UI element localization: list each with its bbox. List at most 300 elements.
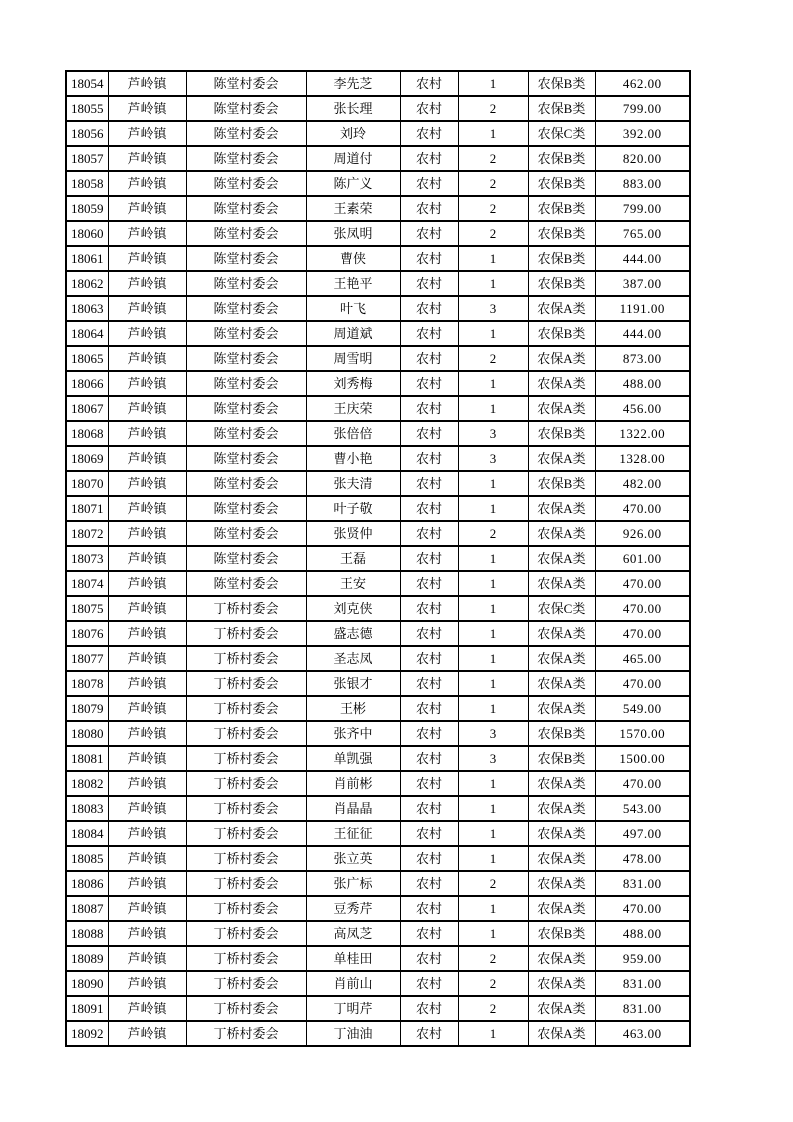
cell-person-count: 1: [458, 371, 528, 396]
cell-village-committee: 丁桥村委会: [186, 621, 306, 646]
cell-serial-number: 18090: [66, 971, 108, 996]
cell-village-committee: 陈堂村委会: [186, 296, 306, 321]
cell-amount: 470.00: [595, 896, 690, 921]
cell-household-type: 农村: [400, 271, 458, 296]
cell-amount: 497.00: [595, 821, 690, 846]
cell-amount: 478.00: [595, 846, 690, 871]
cell-person-name: 曹小艳: [306, 446, 400, 471]
table-row: [66, 346, 690, 371]
cell-amount: 959.00: [595, 946, 690, 971]
cell-person-name: 张立英: [306, 846, 400, 871]
cell-serial-number: 18084: [66, 821, 108, 846]
cell-town: 芦岭镇: [108, 146, 186, 171]
cell-person-name: 王素荣: [306, 196, 400, 221]
cell-household-type: 农村: [400, 246, 458, 271]
table-row: [66, 771, 690, 796]
cell-village-committee: 陈堂村委会: [186, 321, 306, 346]
cell-amount: 470.00: [595, 771, 690, 796]
cell-serial-number: 18073: [66, 546, 108, 571]
table-row: [66, 446, 690, 471]
cell-amount: 831.00: [595, 996, 690, 1021]
cell-serial-number: 18080: [66, 721, 108, 746]
cell-insurance-category: 农保B类: [528, 146, 595, 171]
cell-amount: 470.00: [595, 621, 690, 646]
cell-insurance-category: 农保A类: [528, 346, 595, 371]
cell-insurance-category: 农保A类: [528, 871, 595, 896]
cell-town: 芦岭镇: [108, 671, 186, 696]
cell-serial-number: 18076: [66, 621, 108, 646]
cell-serial-number: 18086: [66, 871, 108, 896]
cell-amount: 470.00: [595, 496, 690, 521]
cell-person-count: 1: [458, 696, 528, 721]
cell-amount: 470.00: [595, 671, 690, 696]
cell-insurance-category: 农保A类: [528, 296, 595, 321]
cell-person-count: 1: [458, 546, 528, 571]
cell-insurance-category: 农保A类: [528, 996, 595, 1021]
cell-village-committee: 陈堂村委会: [186, 171, 306, 196]
cell-amount: 470.00: [595, 596, 690, 621]
cell-town: 芦岭镇: [108, 571, 186, 596]
cell-household-type: 农村: [400, 871, 458, 896]
cell-insurance-category: 农保A类: [528, 521, 595, 546]
cell-town: 芦岭镇: [108, 221, 186, 246]
cell-amount: 1191.00: [595, 296, 690, 321]
table-row: [66, 296, 690, 321]
cell-person-count: 3: [458, 296, 528, 321]
cell-town: 芦岭镇: [108, 1021, 186, 1046]
cell-household-type: 农村: [400, 921, 458, 946]
cell-person-count: 1: [458, 921, 528, 946]
cell-amount: 488.00: [595, 921, 690, 946]
cell-village-committee: 丁桥村委会: [186, 1021, 306, 1046]
cell-insurance-category: 农保A类: [528, 1021, 595, 1046]
cell-serial-number: 18069: [66, 446, 108, 471]
table-row: [66, 896, 690, 921]
cell-village-committee: 丁桥村委会: [186, 596, 306, 621]
cell-person-count: 3: [458, 446, 528, 471]
cell-village-committee: 陈堂村委会: [186, 496, 306, 521]
cell-serial-number: 18075: [66, 596, 108, 621]
cell-person-count: 2: [458, 221, 528, 246]
cell-person-count: 2: [458, 871, 528, 896]
cell-insurance-category: 农保B类: [528, 171, 595, 196]
cell-village-committee: 陈堂村委会: [186, 246, 306, 271]
cell-person-name: 单桂田: [306, 946, 400, 971]
cell-town: 芦岭镇: [108, 396, 186, 421]
cell-town: 芦岭镇: [108, 521, 186, 546]
cell-insurance-category: 农保B类: [528, 221, 595, 246]
cell-town: 芦岭镇: [108, 371, 186, 396]
cell-person-name: 张齐中: [306, 721, 400, 746]
cell-town: 芦岭镇: [108, 196, 186, 221]
table-body: [66, 71, 690, 1046]
cell-person-name: 张贤仲: [306, 521, 400, 546]
cell-serial-number: 18079: [66, 696, 108, 721]
cell-village-committee: 陈堂村委会: [186, 121, 306, 146]
cell-amount: 926.00: [595, 521, 690, 546]
cell-person-name: 张广标: [306, 871, 400, 896]
cell-town: 芦岭镇: [108, 446, 186, 471]
cell-town: 芦岭镇: [108, 946, 186, 971]
cell-person-name: 肖晶晶: [306, 796, 400, 821]
cell-amount: 1570.00: [595, 721, 690, 746]
cell-village-committee: 丁桥村委会: [186, 871, 306, 896]
cell-household-type: 农村: [400, 721, 458, 746]
cell-village-committee: 丁桥村委会: [186, 846, 306, 871]
cell-insurance-category: 农保B类: [528, 746, 595, 771]
table-row: [66, 71, 690, 96]
cell-serial-number: 18089: [66, 946, 108, 971]
table-row: [66, 221, 690, 246]
cell-person-count: 1: [458, 596, 528, 621]
cell-person-name: 肖前彬: [306, 771, 400, 796]
cell-village-committee: 陈堂村委会: [186, 146, 306, 171]
cell-person-name: 盛志德: [306, 621, 400, 646]
table-row: [66, 546, 690, 571]
cell-household-type: 农村: [400, 396, 458, 421]
cell-person-name: 周道斌: [306, 321, 400, 346]
cell-amount: 601.00: [595, 546, 690, 571]
table-row: [66, 246, 690, 271]
cell-person-count: 1: [458, 796, 528, 821]
cell-amount: 444.00: [595, 321, 690, 346]
cell-insurance-category: 农保A类: [528, 546, 595, 571]
cell-household-type: 农村: [400, 121, 458, 146]
cell-household-type: 农村: [400, 796, 458, 821]
cell-village-committee: 陈堂村委会: [186, 571, 306, 596]
cell-town: 芦岭镇: [108, 921, 186, 946]
cell-insurance-category: 农保A类: [528, 896, 595, 921]
cell-household-type: 农村: [400, 196, 458, 221]
cell-amount: 543.00: [595, 796, 690, 821]
cell-town: 芦岭镇: [108, 121, 186, 146]
cell-serial-number: 18082: [66, 771, 108, 796]
cell-serial-number: 18066: [66, 371, 108, 396]
cell-serial-number: 18064: [66, 321, 108, 346]
cell-person-name: 张夫清: [306, 471, 400, 496]
cell-insurance-category: 农保A类: [528, 571, 595, 596]
cell-serial-number: 18085: [66, 846, 108, 871]
cell-town: 芦岭镇: [108, 421, 186, 446]
cell-insurance-category: 农保B类: [528, 196, 595, 221]
cell-insurance-category: 农保A类: [528, 671, 595, 696]
cell-village-committee: 陈堂村委会: [186, 396, 306, 421]
cell-person-count: 1: [458, 896, 528, 921]
cell-person-count: 1: [458, 496, 528, 521]
cell-serial-number: 18063: [66, 296, 108, 321]
cell-serial-number: 18091: [66, 996, 108, 1021]
cell-serial-number: 18055: [66, 96, 108, 121]
cell-village-committee: 丁桥村委会: [186, 946, 306, 971]
cell-person-count: 2: [458, 196, 528, 221]
cell-serial-number: 18074: [66, 571, 108, 596]
table-row: [66, 121, 690, 146]
cell-village-committee: 丁桥村委会: [186, 671, 306, 696]
cell-insurance-category: 农保B类: [528, 246, 595, 271]
cell-household-type: 农村: [400, 896, 458, 921]
cell-person-count: 1: [458, 771, 528, 796]
cell-person-name: 叶子敬: [306, 496, 400, 521]
cell-amount: 392.00: [595, 121, 690, 146]
cell-village-committee: 陈堂村委会: [186, 196, 306, 221]
cell-serial-number: 18072: [66, 521, 108, 546]
cell-town: 芦岭镇: [108, 321, 186, 346]
cell-amount: 549.00: [595, 696, 690, 721]
cell-town: 芦岭镇: [108, 596, 186, 621]
cell-insurance-category: 农保A类: [528, 946, 595, 971]
cell-person-name: 曹侠: [306, 246, 400, 271]
table-row: [66, 421, 690, 446]
cell-village-committee: 陈堂村委会: [186, 446, 306, 471]
cell-household-type: 农村: [400, 1021, 458, 1046]
cell-insurance-category: 农保C类: [528, 596, 595, 621]
table-row: [66, 846, 690, 871]
cell-amount: 462.00: [595, 71, 690, 96]
table-row: [66, 796, 690, 821]
cell-serial-number: 18070: [66, 471, 108, 496]
cell-town: 芦岭镇: [108, 471, 186, 496]
cell-household-type: 农村: [400, 446, 458, 471]
cell-person-count: 2: [458, 146, 528, 171]
cell-amount: 799.00: [595, 96, 690, 121]
cell-person-count: 1: [458, 271, 528, 296]
table-row: [66, 471, 690, 496]
cell-person-name: 肖前山: [306, 971, 400, 996]
cell-amount: 799.00: [595, 196, 690, 221]
cell-household-type: 农村: [400, 96, 458, 121]
table-row: [66, 496, 690, 521]
cell-person-name: 王艳平: [306, 271, 400, 296]
cell-serial-number: 18083: [66, 796, 108, 821]
table-row: [66, 821, 690, 846]
cell-insurance-category: 农保A类: [528, 821, 595, 846]
cell-insurance-category: 农保B类: [528, 96, 595, 121]
table-row: [66, 746, 690, 771]
cell-serial-number: 18062: [66, 271, 108, 296]
cell-insurance-category: 农保B类: [528, 71, 595, 96]
cell-serial-number: 18081: [66, 746, 108, 771]
cell-amount: 1322.00: [595, 421, 690, 446]
cell-household-type: 农村: [400, 521, 458, 546]
cell-serial-number: 18060: [66, 221, 108, 246]
cell-town: 芦岭镇: [108, 621, 186, 646]
cell-serial-number: 18068: [66, 421, 108, 446]
cell-household-type: 农村: [400, 646, 458, 671]
cell-household-type: 农村: [400, 996, 458, 1021]
cell-village-committee: 丁桥村委会: [186, 646, 306, 671]
cell-person-name: 丁油油: [306, 1021, 400, 1046]
cell-serial-number: 18087: [66, 896, 108, 921]
cell-person-name: 王彬: [306, 696, 400, 721]
cell-person-count: 1: [458, 846, 528, 871]
cell-insurance-category: 农保A类: [528, 846, 595, 871]
cell-serial-number: 18071: [66, 496, 108, 521]
table-row: [66, 621, 690, 646]
cell-insurance-category: 农保B类: [528, 721, 595, 746]
cell-household-type: 农村: [400, 671, 458, 696]
cell-insurance-category: 农保B类: [528, 321, 595, 346]
cell-insurance-category: 农保A类: [528, 371, 595, 396]
cell-town: 芦岭镇: [108, 796, 186, 821]
cell-town: 芦岭镇: [108, 246, 186, 271]
cell-person-count: 1: [458, 1021, 528, 1046]
cell-village-committee: 陈堂村委会: [186, 471, 306, 496]
cell-serial-number: 18078: [66, 671, 108, 696]
cell-household-type: 农村: [400, 296, 458, 321]
table-row: [66, 871, 690, 896]
cell-person-count: 1: [458, 396, 528, 421]
cell-serial-number: 18061: [66, 246, 108, 271]
cell-insurance-category: 农保A类: [528, 796, 595, 821]
cell-serial-number: 18059: [66, 196, 108, 221]
cell-person-name: 单凯强: [306, 746, 400, 771]
cell-person-name: 张倍倍: [306, 421, 400, 446]
cell-amount: 1328.00: [595, 446, 690, 471]
cell-person-name: 丁明芹: [306, 996, 400, 1021]
cell-serial-number: 18092: [66, 1021, 108, 1046]
cell-amount: 873.00: [595, 346, 690, 371]
benefits-table: [65, 70, 691, 1047]
cell-insurance-category: 农保A类: [528, 646, 595, 671]
cell-amount: 470.00: [595, 571, 690, 596]
cell-insurance-category: 农保A类: [528, 446, 595, 471]
cell-village-committee: 陈堂村委会: [186, 521, 306, 546]
cell-person-count: 1: [458, 71, 528, 96]
table-row: [66, 921, 690, 946]
cell-amount: 765.00: [595, 221, 690, 246]
cell-village-committee: 陈堂村委会: [186, 221, 306, 246]
cell-village-committee: 丁桥村委会: [186, 971, 306, 996]
cell-person-count: 1: [458, 246, 528, 271]
cell-serial-number: 18057: [66, 146, 108, 171]
table-row: [66, 321, 690, 346]
cell-person-name: 周雪明: [306, 346, 400, 371]
cell-town: 芦岭镇: [108, 721, 186, 746]
cell-person-name: 王征征: [306, 821, 400, 846]
cell-person-name: 叶飞: [306, 296, 400, 321]
cell-town: 芦岭镇: [108, 996, 186, 1021]
cell-household-type: 农村: [400, 946, 458, 971]
cell-serial-number: 18058: [66, 171, 108, 196]
cell-person-count: 3: [458, 421, 528, 446]
cell-town: 芦岭镇: [108, 971, 186, 996]
cell-person-count: 2: [458, 521, 528, 546]
cell-village-committee: 丁桥村委会: [186, 771, 306, 796]
cell-household-type: 农村: [400, 146, 458, 171]
cell-amount: 820.00: [595, 146, 690, 171]
cell-person-count: 2: [458, 946, 528, 971]
cell-town: 芦岭镇: [108, 296, 186, 321]
cell-person-count: 2: [458, 346, 528, 371]
table-row: [66, 171, 690, 196]
cell-household-type: 农村: [400, 471, 458, 496]
cell-household-type: 农村: [400, 321, 458, 346]
cell-household-type: 农村: [400, 546, 458, 571]
cell-insurance-category: 农保B类: [528, 471, 595, 496]
table-row: [66, 596, 690, 621]
cell-household-type: 农村: [400, 571, 458, 596]
cell-household-type: 农村: [400, 846, 458, 871]
table-row: [66, 521, 690, 546]
cell-insurance-category: 农保B类: [528, 921, 595, 946]
cell-person-name: 陈广义: [306, 171, 400, 196]
cell-town: 芦岭镇: [108, 171, 186, 196]
cell-person-name: 刘克侠: [306, 596, 400, 621]
cell-town: 芦岭镇: [108, 871, 186, 896]
cell-person-name: 王磊: [306, 546, 400, 571]
cell-household-type: 农村: [400, 171, 458, 196]
cell-person-count: 1: [458, 671, 528, 696]
cell-person-count: 1: [458, 121, 528, 146]
cell-household-type: 农村: [400, 821, 458, 846]
cell-person-count: 3: [458, 721, 528, 746]
cell-person-name: 豆秀芹: [306, 896, 400, 921]
cell-person-count: 1: [458, 321, 528, 346]
cell-person-count: 1: [458, 821, 528, 846]
cell-household-type: 农村: [400, 771, 458, 796]
table-row: [66, 671, 690, 696]
cell-amount: 444.00: [595, 246, 690, 271]
cell-household-type: 农村: [400, 746, 458, 771]
table-row: [66, 996, 690, 1021]
cell-household-type: 农村: [400, 371, 458, 396]
cell-insurance-category: 农保A类: [528, 696, 595, 721]
table-row: [66, 371, 690, 396]
cell-serial-number: 18054: [66, 71, 108, 96]
cell-insurance-category: 农保A类: [528, 496, 595, 521]
cell-household-type: 农村: [400, 596, 458, 621]
cell-village-committee: 陈堂村委会: [186, 96, 306, 121]
cell-village-committee: 陈堂村委会: [186, 421, 306, 446]
cell-insurance-category: 农保A类: [528, 971, 595, 996]
cell-household-type: 农村: [400, 346, 458, 371]
cell-town: 芦岭镇: [108, 846, 186, 871]
cell-person-name: 刘玲: [306, 121, 400, 146]
cell-amount: 831.00: [595, 871, 690, 896]
cell-village-committee: 陈堂村委会: [186, 271, 306, 296]
cell-person-name: 高凤芝: [306, 921, 400, 946]
cell-person-name: 李先芝: [306, 71, 400, 96]
table-row: [66, 696, 690, 721]
cell-village-committee: 丁桥村委会: [186, 921, 306, 946]
cell-person-name: 张银才: [306, 671, 400, 696]
cell-insurance-category: 农保A类: [528, 771, 595, 796]
cell-village-committee: 丁桥村委会: [186, 721, 306, 746]
cell-amount: 488.00: [595, 371, 690, 396]
table-row: [66, 571, 690, 596]
cell-person-name: 圣志凤: [306, 646, 400, 671]
cell-amount: 1500.00: [595, 746, 690, 771]
cell-person-count: 2: [458, 971, 528, 996]
cell-person-name: 王安: [306, 571, 400, 596]
cell-household-type: 农村: [400, 621, 458, 646]
cell-amount: 456.00: [595, 396, 690, 421]
cell-person-count: 2: [458, 96, 528, 121]
table-row: [66, 646, 690, 671]
cell-person-count: 1: [458, 471, 528, 496]
cell-town: 芦岭镇: [108, 896, 186, 921]
cell-village-committee: 丁桥村委会: [186, 746, 306, 771]
cell-person-count: 1: [458, 621, 528, 646]
cell-person-count: 2: [458, 171, 528, 196]
cell-village-committee: 陈堂村委会: [186, 71, 306, 96]
cell-town: 芦岭镇: [108, 496, 186, 521]
cell-village-committee: 丁桥村委会: [186, 696, 306, 721]
cell-serial-number: 18077: [66, 646, 108, 671]
cell-household-type: 农村: [400, 971, 458, 996]
cell-town: 芦岭镇: [108, 96, 186, 121]
cell-person-name: 周道付: [306, 146, 400, 171]
